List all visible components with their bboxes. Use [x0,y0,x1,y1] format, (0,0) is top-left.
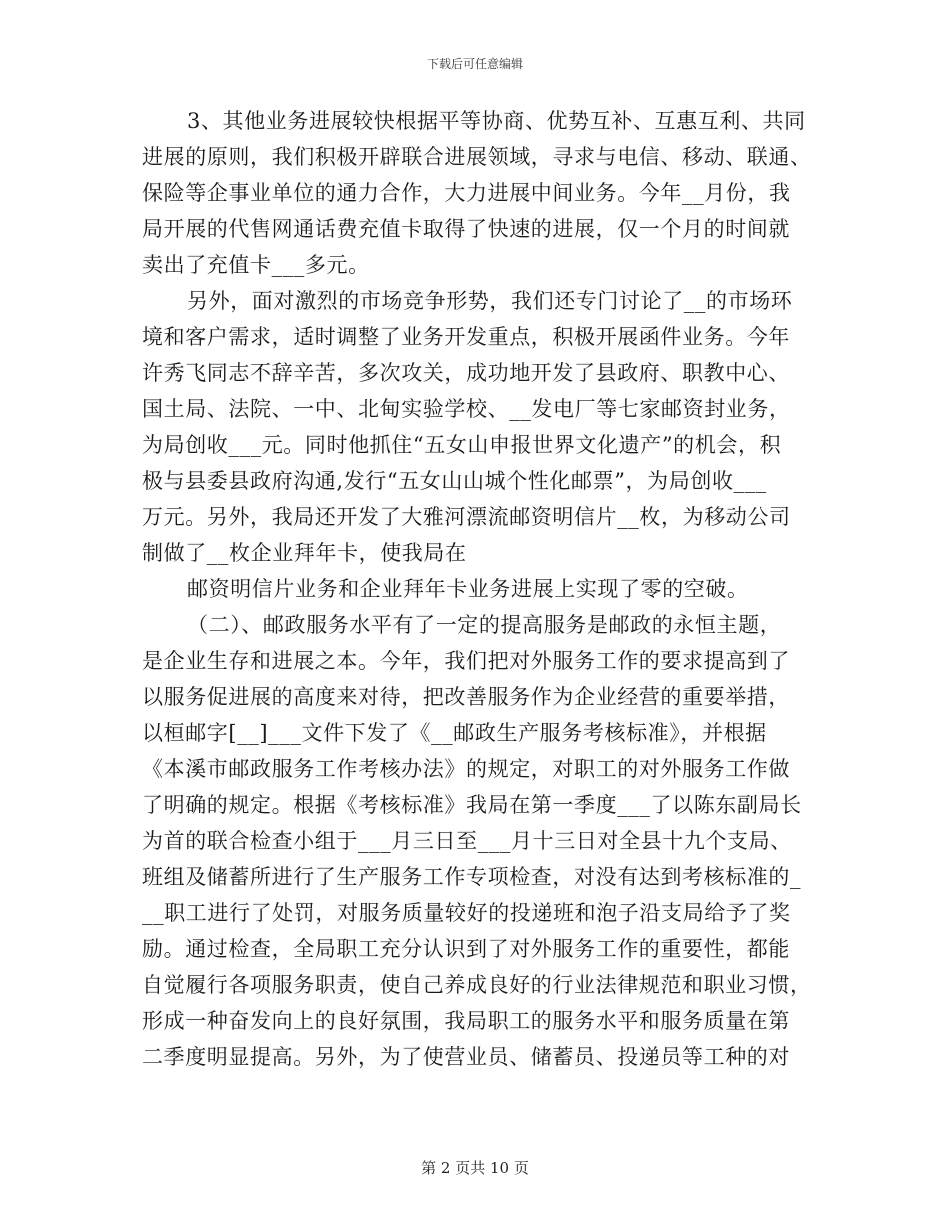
text-line: 制做了__枚企业拜年卡，使我局在 [142,541,467,565]
text-line: 保险等企事业单位的通力合作，大力进展中间业务。今年__月份，我 [142,181,791,205]
text-line: 班组及储蓄所进行了生产服务工作专项检查，对没有达到考核标准的_ [142,865,802,889]
text-line: （二）、邮政服务水平有了一定的提高服务是邮政的永恒主题， [187,613,782,637]
text-line: 许秀飞同志不辞辛苦，多次攻关，成功地开发了县政府、职教中心、 [142,361,790,385]
text-line: 为局创收___元。同时他抓住“五女山申报世界文化遗产”的机会，积 [142,433,782,457]
text-line: 极与县委县政府沟通,发行“五女山山城个性化邮票”，为局创收___ [142,469,767,493]
text-line: 为首的联合检查小组于___月三日至___月十三日对全县十九个支局、 [142,829,792,853]
page-number: 第 2 页共 10 页 [421,1159,529,1177]
text-line: 励。通过检查，全局职工充分认识到了对外服务工作的重要性，都能 [142,937,790,961]
text-line: 邮资明信片业务和企业拜年卡业务进展上实现了零的空破。 [187,577,749,601]
text-line: __职工进行了处罚，对服务质量较好的投递班和泡子沿支局给予了奖 [142,901,791,925]
text-line: 了明确的规定。根据《考核标准》我局在第一季度___了以陈东副局长 [142,793,802,817]
document-body [142,103,812,1075]
text-line: 国土局、法院、一中、北甸实验学校、__发电厂等七家邮资封业务， [142,397,791,421]
text-line: 以桓邮字[__]___文件下发了《__邮政生产服务考核标准》，并根据 [142,721,767,745]
text-line: 境和客户需求，适时调整了业务开发重点，积极开展函件业务。今年 [142,325,790,349]
text-line: 以服务促进展的高度来对待，把改善服务作为企业经营的重要举措， [142,685,790,709]
page-header-note: 下载后可任意编辑 [426,57,523,71]
text-line: 3、其他业务进展较快根据平等协商、优势互补、互惠互利、共同 [187,109,806,133]
text-line: 万元。另外，我局还开发了大雅河漂流邮资明信片__枚，为移动公司 [142,505,791,529]
text-line: 《本溪市邮政服务工作考核办法》的规定，对职工的对外服务工作做 [142,757,790,781]
text-line: 自觉履行各项服务职责，使自己养成良好的行业法律规范和职业习惯， [142,973,812,997]
text-line: 形成一种奋发向上的良好氛围，我局职工的服务水平和服务质量在第 [142,1009,790,1033]
text-line: 局开展的代售网通话费充值卡取得了快速的进展，仅一个月的时间就 [142,217,790,241]
text-line: 另外，面对激烈的市场竞争形势，我们还专门讨论了__的市场环 [187,289,793,313]
text-line: 二季度明显提高。另外，为了使营业员、储蓄员、投递员等工种的对 [142,1045,790,1069]
text-line: 是企业生存和进展之本。今年，我们把对外服务工作的要求提高到了 [142,649,790,673]
text-line: 进展的原则，我们积极开辟联合进展领域，寻求与电信、移动、联通、 [142,145,812,169]
text-line: 卖出了充值卡___多元。 [142,253,370,277]
